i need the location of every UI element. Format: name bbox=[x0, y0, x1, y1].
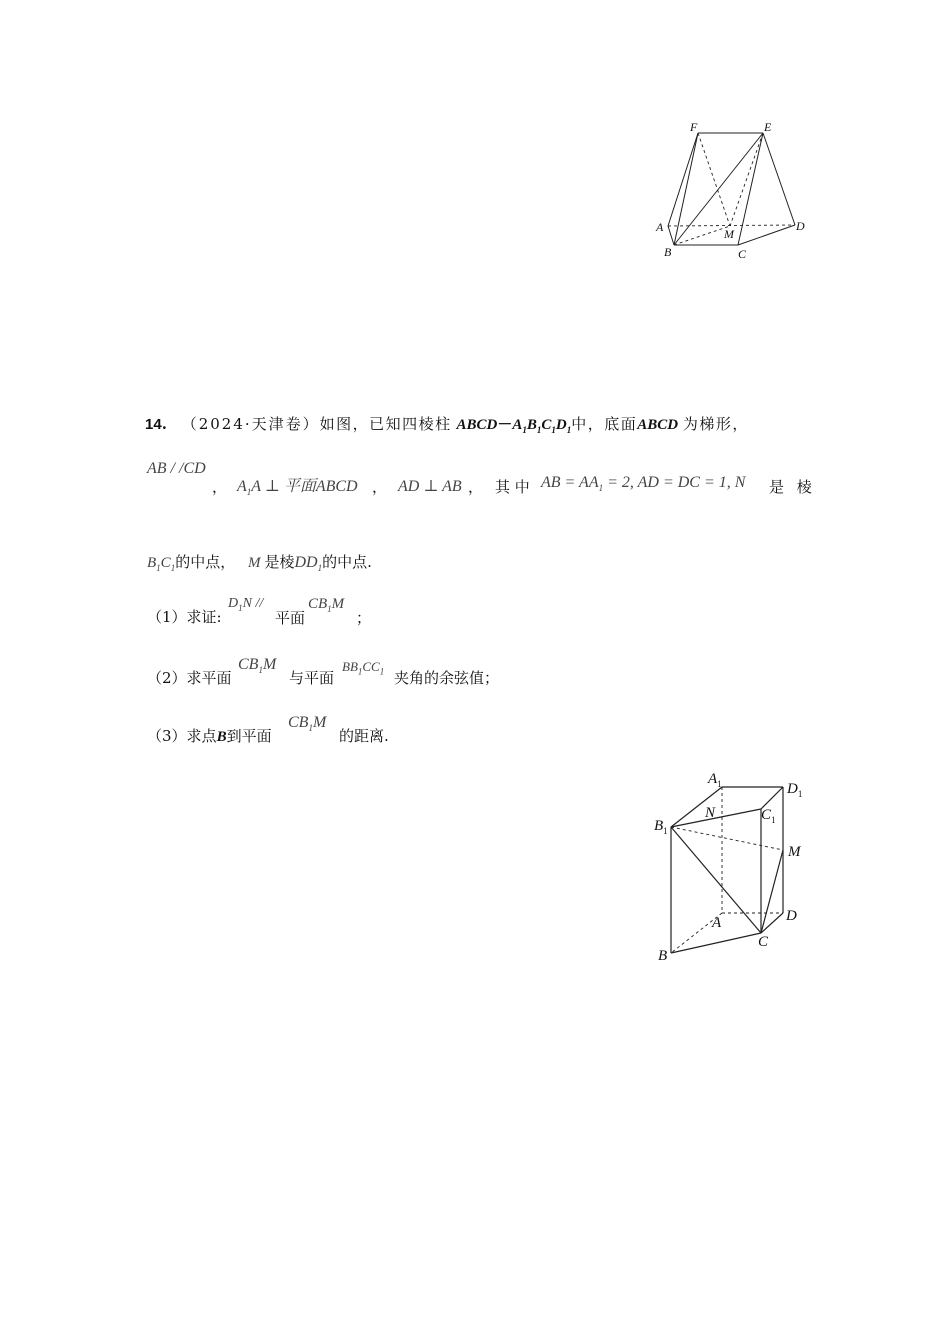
q1-line: $D_1N$ // bbox=[228, 596, 264, 613]
label-M: M bbox=[788, 844, 801, 860]
problem-number: 14 bbox=[145, 416, 162, 433]
figure-polyhedron bbox=[650, 118, 820, 268]
edge-AB bbox=[668, 226, 674, 245]
label-C1: $C_1$ bbox=[761, 807, 776, 825]
problem-line-1 bbox=[145, 413, 749, 435]
edge-FB bbox=[674, 133, 698, 245]
edge-C1D1 bbox=[761, 787, 783, 809]
edge-CD bbox=[738, 225, 795, 245]
problem-line-3 bbox=[147, 551, 372, 573]
where-text: 其 中 bbox=[495, 478, 530, 496]
q3-num: （3） bbox=[147, 727, 187, 745]
label-B1: $B_1$ bbox=[654, 818, 668, 836]
edge-EC bbox=[738, 133, 763, 245]
label-B: B bbox=[658, 948, 668, 964]
q3-tail: 的距离. bbox=[339, 727, 389, 745]
q1-connector: 平面 bbox=[275, 609, 306, 627]
comma-1: ， bbox=[212, 478, 228, 496]
label-C: C bbox=[758, 934, 769, 950]
q3-point: B bbox=[216, 729, 227, 745]
edge-ED bbox=[763, 133, 795, 225]
prism-name: $ABCD-A_1B_1C_1D_1$ bbox=[456, 417, 572, 435]
q3-verb: 求点 bbox=[186, 727, 217, 745]
edge-EM-hidden bbox=[730, 133, 763, 226]
edge-dd1: $DD_1$ bbox=[294, 554, 323, 574]
label-D: D bbox=[796, 219, 805, 233]
edge-text: 是棱 bbox=[264, 553, 295, 571]
figure-prism bbox=[650, 765, 820, 970]
edge-FA bbox=[668, 133, 698, 226]
midpoint-text: 的中点， bbox=[175, 553, 236, 571]
q3-plane: $CB_1M$ bbox=[288, 714, 327, 734]
problem-intro-b: 中，底面 bbox=[571, 415, 638, 433]
label-A1: $A_1$ bbox=[708, 771, 722, 789]
problem-intro-c: 为梯形， bbox=[682, 415, 749, 433]
label-A: A bbox=[656, 220, 664, 234]
comma-2: ， bbox=[372, 478, 388, 496]
question-1 bbox=[147, 606, 222, 627]
cond-lengths: AB = $AA_1 = 2$, AD = DC = 1, N bbox=[541, 474, 746, 494]
q2-tail: 夹角的余弦值； bbox=[394, 669, 500, 687]
label-A: A bbox=[712, 915, 722, 931]
edge-BC bbox=[671, 933, 761, 953]
q2-verb: 求平面 bbox=[186, 669, 232, 687]
label-C: C bbox=[738, 247, 747, 261]
edge-B1C1 bbox=[671, 809, 761, 827]
problem-intro: 如图，已知四棱柱 bbox=[319, 415, 452, 433]
q2-connector: 与平面 bbox=[289, 669, 335, 687]
label-B: B bbox=[664, 245, 672, 259]
q3-connector: 到平面 bbox=[226, 727, 272, 745]
label-M: M bbox=[724, 227, 734, 241]
question-2 bbox=[147, 667, 232, 688]
cond-perp-plane: $A_1A$ ⊥ 平面ABCD bbox=[237, 478, 358, 498]
base-name: ABCD bbox=[637, 417, 679, 433]
comma-3: ， bbox=[468, 478, 484, 496]
is-edge-text: 是 棱 bbox=[769, 478, 816, 496]
edge-FM-hidden bbox=[698, 133, 730, 226]
label-D1: $D_1$ bbox=[787, 781, 803, 799]
edge-CD bbox=[761, 913, 783, 933]
edge-b1c1: $B_1C_1$ bbox=[147, 555, 176, 573]
label-D: D bbox=[786, 908, 797, 924]
q1-num: （1） bbox=[147, 608, 187, 626]
var-m: M bbox=[247, 555, 261, 571]
label-F: F bbox=[690, 120, 698, 134]
midpoint-end: 的中点. bbox=[322, 553, 372, 571]
q1-tail: ； bbox=[356, 609, 372, 627]
q1-plane: $CB_1M$ bbox=[308, 596, 345, 614]
problem-number-dot: . bbox=[161, 415, 167, 433]
cond-perp-lines: AD ⊥ AB bbox=[398, 478, 462, 495]
label-N: N bbox=[705, 805, 716, 821]
edge-EB bbox=[674, 133, 763, 245]
edge-BM-hidden bbox=[674, 226, 730, 245]
q2-num: （2） bbox=[147, 669, 187, 687]
edge-AD-hidden bbox=[668, 225, 795, 226]
question-3 bbox=[147, 725, 272, 746]
q2-plane-1: $CB_1M$ bbox=[238, 656, 277, 676]
label-E: E bbox=[764, 120, 772, 134]
cond-parallel: AB / /CD bbox=[147, 460, 206, 477]
q2-plane-2: $BB_1CC_1$ bbox=[342, 659, 385, 677]
problem-source: （2024·天津卷） bbox=[181, 415, 320, 433]
q1-verb: 求证: bbox=[186, 608, 222, 626]
edge-CM bbox=[761, 850, 783, 933]
